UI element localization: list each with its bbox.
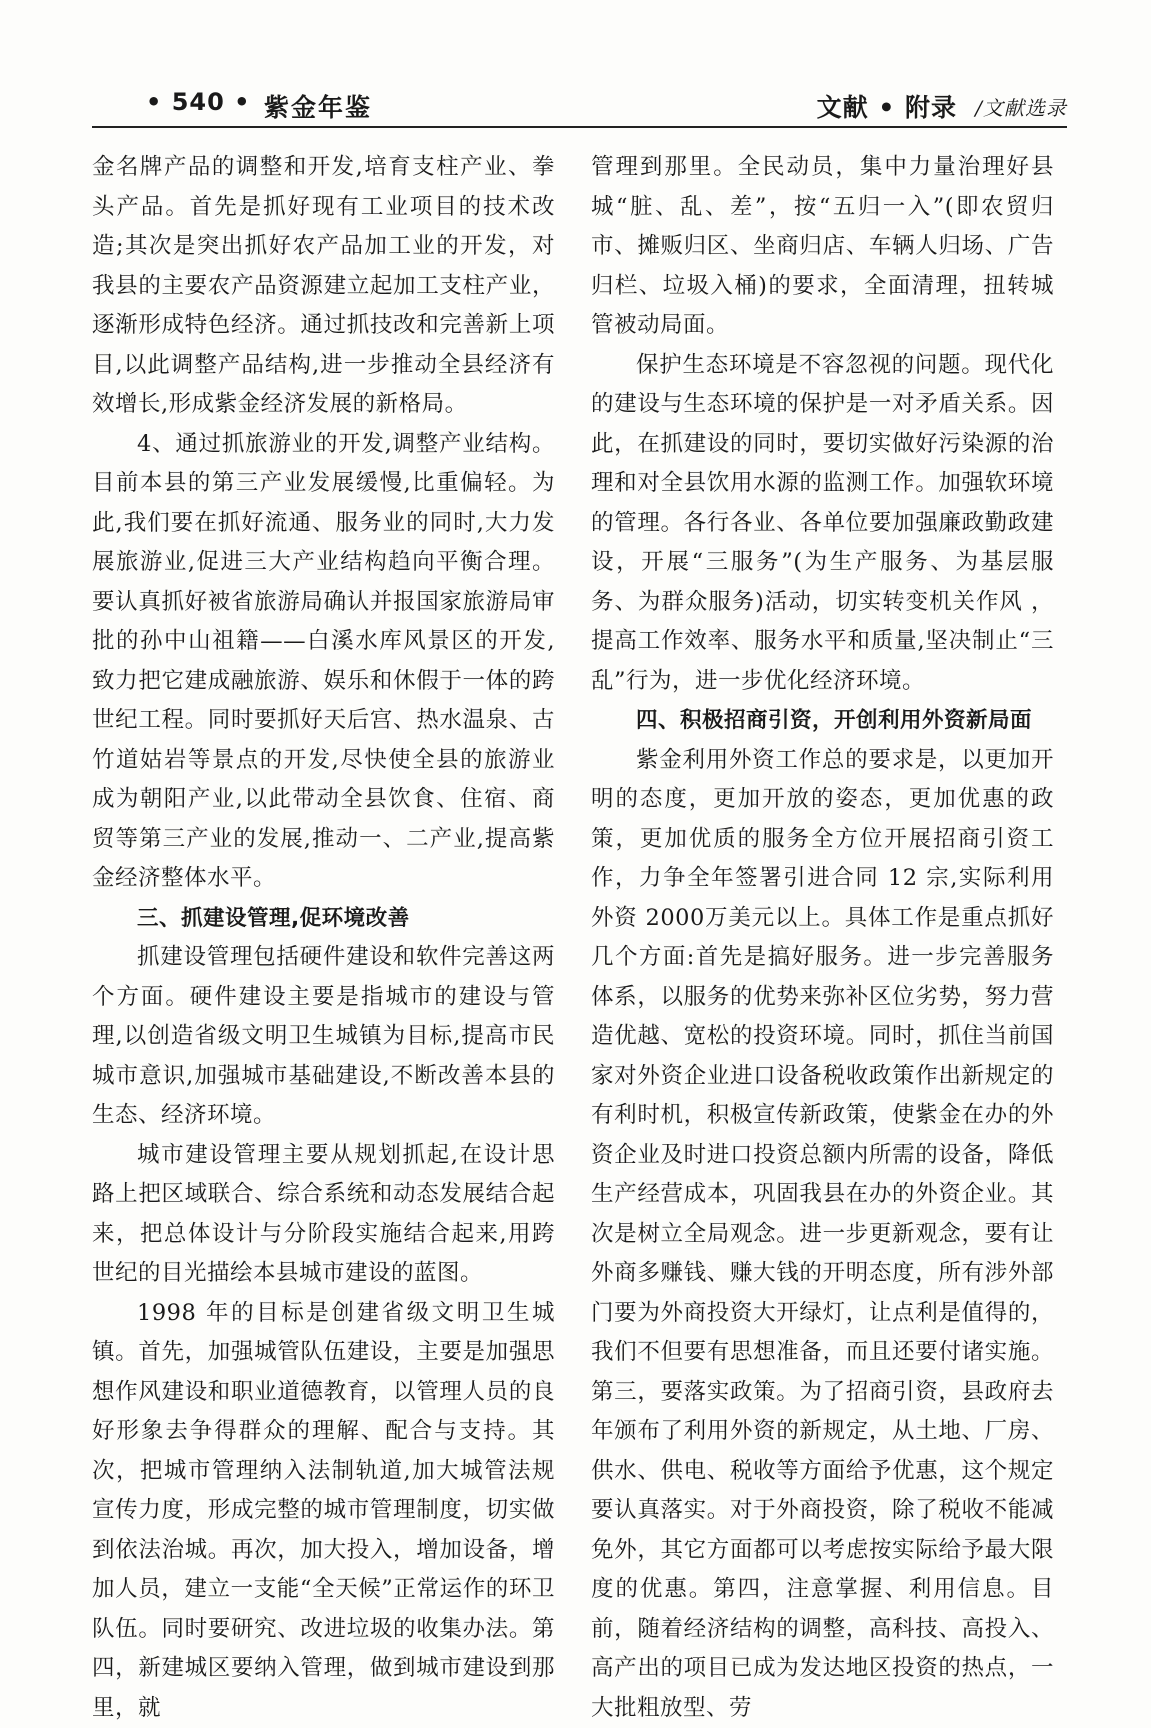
paragraph-tourism: 4、通过抓旅游业的开发,调整产业结构。目前本县的第三产业发展缓慢,比重偏轻。为此,我们要在抓好流通、服务业的同时,大力发展旅游业,促进三大产业结构趋向平衡合理。要认真抓好被省旅游局确认并报国家旅游局审批的孙中山祖籍——白溪水库风景区的开发,致力把它建成融旅游、娱乐和休假于一体的跨世纪工程。同时要抓好天后宫、热水温泉、古竹道姑岩等景点的开发,尽快使全县的旅游业成为朝阳产业,以此带动全县饮食、住宿、商贸等第三产业的发展,推动一、二产业,提高紫金经济整体水平。 (92, 425, 555, 899)
left-column (92, 148, 555, 1728)
book-title: 紫金年鉴 (264, 88, 372, 124)
section-heading-3: 三、抓建设管理,促环境改善 (92, 899, 555, 939)
right-column (591, 148, 1054, 1728)
section-heading-4: 四、积极招商引资，开创利用外资新局面 (591, 701, 1054, 741)
paragraph: 紫金利用外资工作总的要求是，以更加开明的态度，更加开放的姿态，更加优惠的政策，更加优质的服务全方位开展招商引资工作，力争全年签署引进合同 12 宗,实际利用外资 2000万美元以上。具体工作是重点抓好几个方面:首先是搞好服务。进一步完善服务体系，以服务的优势来弥补区位劣势，努力营造优越、宽松的投资环境。同时，抓住当前国家对外资企业进口设备税收政策作出新规定的有利时机，积极宣传新政策，使紫金在办的外资企业及时进口投资总额内所需的设备，降低生产经营成本，巩固我县在办的外资企业。其次是树立全局观念。进一步更新观念，要有让外商多赚钱、赚大钱的开明态度，所有涉外部门要为外商投资大开绿灯，让点利是值得的，我们不但要有思想准备，而且还要付诸实施。第三，要落实政策。为了招商引资，县政府去年颁布了利用外资的新规定，从土地、厂房、供水、供电、税收等方面给予优惠，这个规定要认真落实。对于外商投资，除了税收不能减免外，其它方面都可以考虑按实际给予最大限度的优惠。第四，注意掌握、利用信息。目前，随着经济结构的调整，高科技、高投入、高产出的项目已成为发达地区投资的热点，一大批粗放型、劳 (591, 741, 1054, 1728)
section-subtitle: /文献选录 (975, 92, 1067, 121)
page-number: • 540 • (146, 88, 251, 116)
paragraph: 1998 年的目标是创建省级文明卫生城镇。首先，加强城管队伍建设，主要是加强思想作风建设和职业道德教育，以管理人员的良好形象去争得群众的理解、配合与支持。其次，把城市管理纳入法制轨道,加大城管法规宣传力度，形成完整的城市管理制度，切实做到依法治城。再次，加大投入，增加设备，增加人员，建立一支能“全天候”正常运作的环卫队伍。同时要研究、改进垃圾的收集办法。第四，新建城区要纳入管理，做到城市建设到那里，就 (92, 1294, 555, 1728)
paragraph: 保护生态环境是不容忽视的问题。现代化的建设与生态环境的保护是一对矛盾关系。因此，在抓建设的同时，要切实做好污染源的治理和对全县饮用水源的监测工作。加强软环境的管理。各行各业、各单位要加强廉政勤政建设，开展“三服务”(为生产服务、为基层服务、为群众服务)活动，切实转变机关作风 ，提高工作效率、服务水平和质量,坚决制止“三乱”行为，进一步优化经济环境。 (591, 346, 1054, 702)
paragraph-continued: 金名牌产品的调整和开发,培育支柱产业、拳头产品。首先是抓好现有工业项目的技术改造;其次是突出抓好农产品加工业的开发，对我县的主要农产品资源建立起加工支柱产业，逐渐形成特色经济。通过抓技改和完善新上项目,以此调整产品结构,进一步推动全县经济有效增长,形成紫金经济发展的新格局。 (92, 148, 555, 425)
running-header (92, 84, 1067, 128)
paragraph: 抓建设管理包括硬件建设和软件完善这两个方面。硬件建设主要是指城市的建设与管理,以创造省级文明卫生城镇为目标,提高市民城市意识,加强城市基础建设,不断改善本县的生态、经济环境。 (92, 938, 555, 1136)
paragraph-continued: 管理到那里。全民动员，集中力量治理好县城“脏、乱、差”，按“五归一入”(即农贸归市、摊贩归区、坐商归店、车辆人归场、广告归栏、垃圾入桶)的要求，全面清理，扭转城管被动局面。 (591, 148, 1054, 346)
section-title: 文献 • 附录 (817, 88, 957, 124)
paragraph: 城市建设管理主要从规划抓起,在设计思路上把区域联合、综合系统和动态发展结合起来，把总体设计与分阶段实施结合起来,用跨世纪的目光描绘本县城市建设的蓝图。 (92, 1136, 555, 1294)
